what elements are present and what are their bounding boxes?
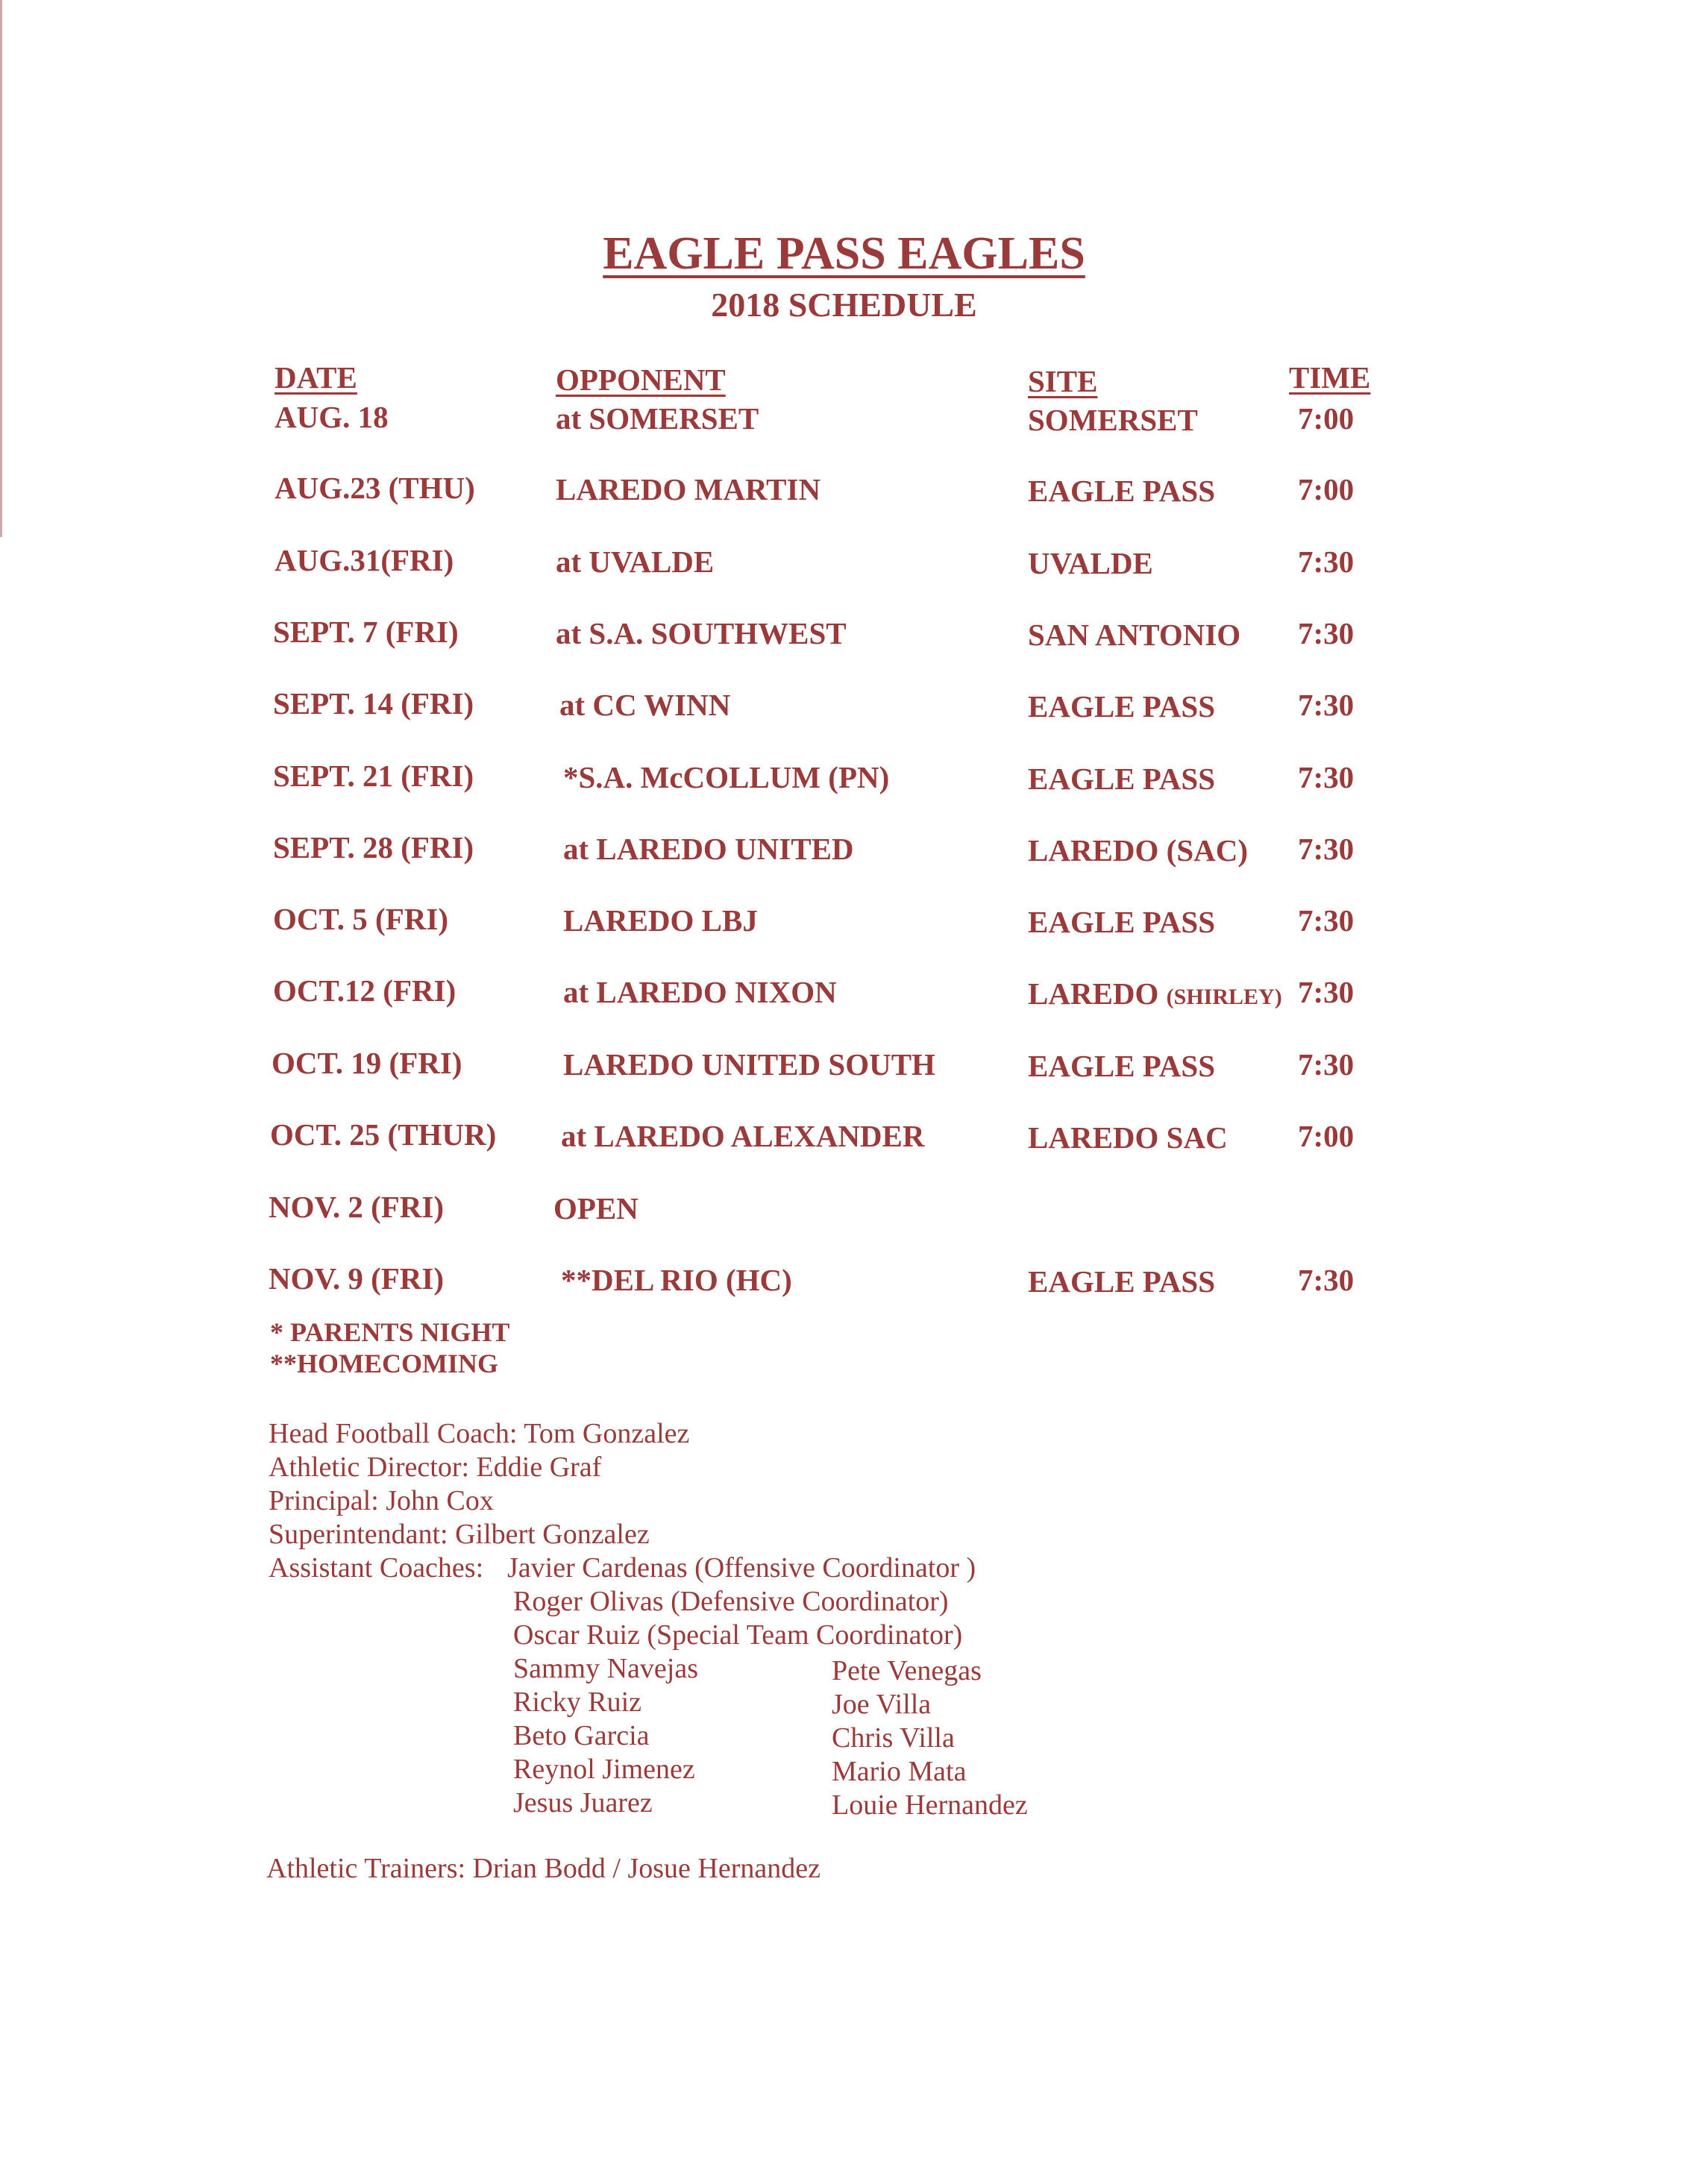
footnote-parents-night: * PARENTS NIGHT — [270, 1317, 510, 1347]
game-site: SOMERSET — [1028, 403, 1198, 437]
game-site: EAGLE PASS — [1028, 905, 1216, 939]
footnote-homecoming: **HOMECOMING — [270, 1349, 498, 1378]
game-date: AUG.31(FRI) — [274, 543, 454, 577]
game-opponent: at LAREDO ALEXANDER — [561, 1119, 925, 1153]
assistant-coach: Chris Villa — [832, 1722, 955, 1754]
game-site: EAGLE PASS — [1028, 689, 1216, 724]
footnotes — [270, 1317, 509, 1379]
game-date: AUG. 18 — [274, 400, 389, 434]
principal: Principal: John Cox — [269, 1485, 494, 1516]
game-opponent: LAREDO MARTIN — [556, 472, 821, 506]
game-time: 7:30 — [1298, 688, 1355, 722]
page-subtitle: 2018 SCHEDULE — [711, 286, 977, 324]
game-opponent: *S.A. McCOLLUM (PN) — [563, 760, 890, 794]
game-time: 7:30 — [1298, 975, 1355, 1009]
assistant-coach: Mario Mata — [832, 1756, 967, 1787]
assistant-coaches-label: Assistant Coaches: — [269, 1552, 484, 1584]
game-opponent: at CC WINN — [559, 688, 731, 722]
game-date: OCT.12 (FRI) — [273, 973, 456, 1008]
coordinator: Roger Olivas (Defensive Coordinator) — [513, 1586, 949, 1617]
game-opponent: at SOMERSET — [556, 401, 759, 436]
game-site: LAREDO (SAC) — [1028, 833, 1248, 867]
game-date: OCT. 5 (FRI) — [273, 902, 448, 936]
game-site: SAN ANTONIO — [1028, 618, 1241, 652]
game-time: 7:30 — [1298, 832, 1355, 866]
header-date: DATE — [274, 360, 357, 395]
assistant-coach: Beto Garcia — [513, 1720, 650, 1751]
game-date: OCT. 25 (THUR) — [270, 1117, 497, 1152]
game-time: 7:30 — [1298, 545, 1355, 579]
header-time: TIME — [1289, 360, 1371, 395]
game-date: SEPT. 14 (FRI) — [273, 686, 474, 721]
game-time: 7:30 — [1298, 1263, 1355, 1297]
game-opponent: LAREDO LBJ — [563, 903, 758, 938]
header-site: SITE — [1028, 364, 1098, 398]
page-title: EAGLE PASS EAGLES — [603, 228, 1085, 279]
game-site: UVALDE — [1028, 546, 1153, 580]
game-opponent: at LAREDO NIXON — [563, 975, 837, 1009]
head-coach: Head Football Coach: Tom Gonzalez — [269, 1418, 690, 1449]
game-time: 7:00 — [1298, 1119, 1355, 1153]
game-site — [1028, 976, 1282, 1015]
game-time: 7:30 — [1298, 903, 1355, 938]
game-date: OCT. 19 (FRI) — [272, 1046, 462, 1080]
game-time: 7:00 — [1298, 472, 1355, 506]
game-time: 7:30 — [1298, 616, 1355, 650]
assistant-coach: Reynol Jimenez — [513, 1754, 695, 1785]
assistant-coach: Sammy Navejas — [513, 1653, 699, 1684]
game-site-note: (SHIRLEY) — [1166, 985, 1282, 1009]
game-date: NOV. 2 (FRI) — [269, 1190, 444, 1224]
assistant-coach: Louie Hernandez — [832, 1789, 1028, 1821]
game-site: EAGLE PASS — [1028, 474, 1216, 508]
game-site-name: LAREDO — [1028, 976, 1159, 1011]
game-opponent: at LAREDO UNITED — [563, 832, 854, 866]
superintendent: Superintendant: Gilbert Gonzalez — [269, 1519, 650, 1550]
game-date: SEPT. 7 (FRI) — [273, 615, 459, 649]
game-time: 7:30 — [1298, 760, 1355, 794]
game-site: LAREDO SAC — [1028, 1120, 1228, 1155]
assistant-coach: Jesus Juarez — [513, 1787, 653, 1819]
game-site: EAGLE PASS — [1028, 762, 1216, 796]
game-time: 7:30 — [1298, 1047, 1355, 1082]
game-time: 7:00 — [1298, 401, 1355, 436]
game-opponent: OPEN — [553, 1191, 639, 1226]
athletic-trainers: Athletic Trainers: Drian Bodd / Josue Hernandez — [266, 1853, 821, 1884]
assistant-coach: Joe Villa — [832, 1689, 932, 1720]
coordinator: Oscar Ruiz (Special Team Coordinator) — [513, 1619, 963, 1651]
coordinator: Javier Cardenas (Offensive Coordinator ) — [507, 1552, 976, 1584]
game-site: EAGLE PASS — [1028, 1264, 1216, 1299]
game-opponent: LAREDO UNITED SOUTH — [563, 1047, 935, 1082]
game-date: SEPT. 28 (FRI) — [273, 830, 474, 865]
game-opponent: at S.A. SOUTHWEST — [556, 616, 847, 650]
game-date: SEPT. 21 (FRI) — [273, 759, 474, 793]
game-site: EAGLE PASS — [1028, 1049, 1216, 1083]
assistant-coach: Ricky Ruiz — [513, 1686, 642, 1718]
game-date: AUG.23 (THU) — [274, 471, 475, 505]
header-opponent: OPPONENT — [556, 363, 726, 397]
game-date: NOV. 9 (FRI) — [269, 1261, 444, 1296]
game-opponent: **DEL RIO (HC) — [561, 1263, 792, 1297]
assistant-coach: Pete Venegas — [832, 1655, 982, 1686]
game-opponent: at UVALDE — [556, 545, 715, 579]
athletic-director: Athletic Director: Eddie Graf — [269, 1452, 602, 1483]
